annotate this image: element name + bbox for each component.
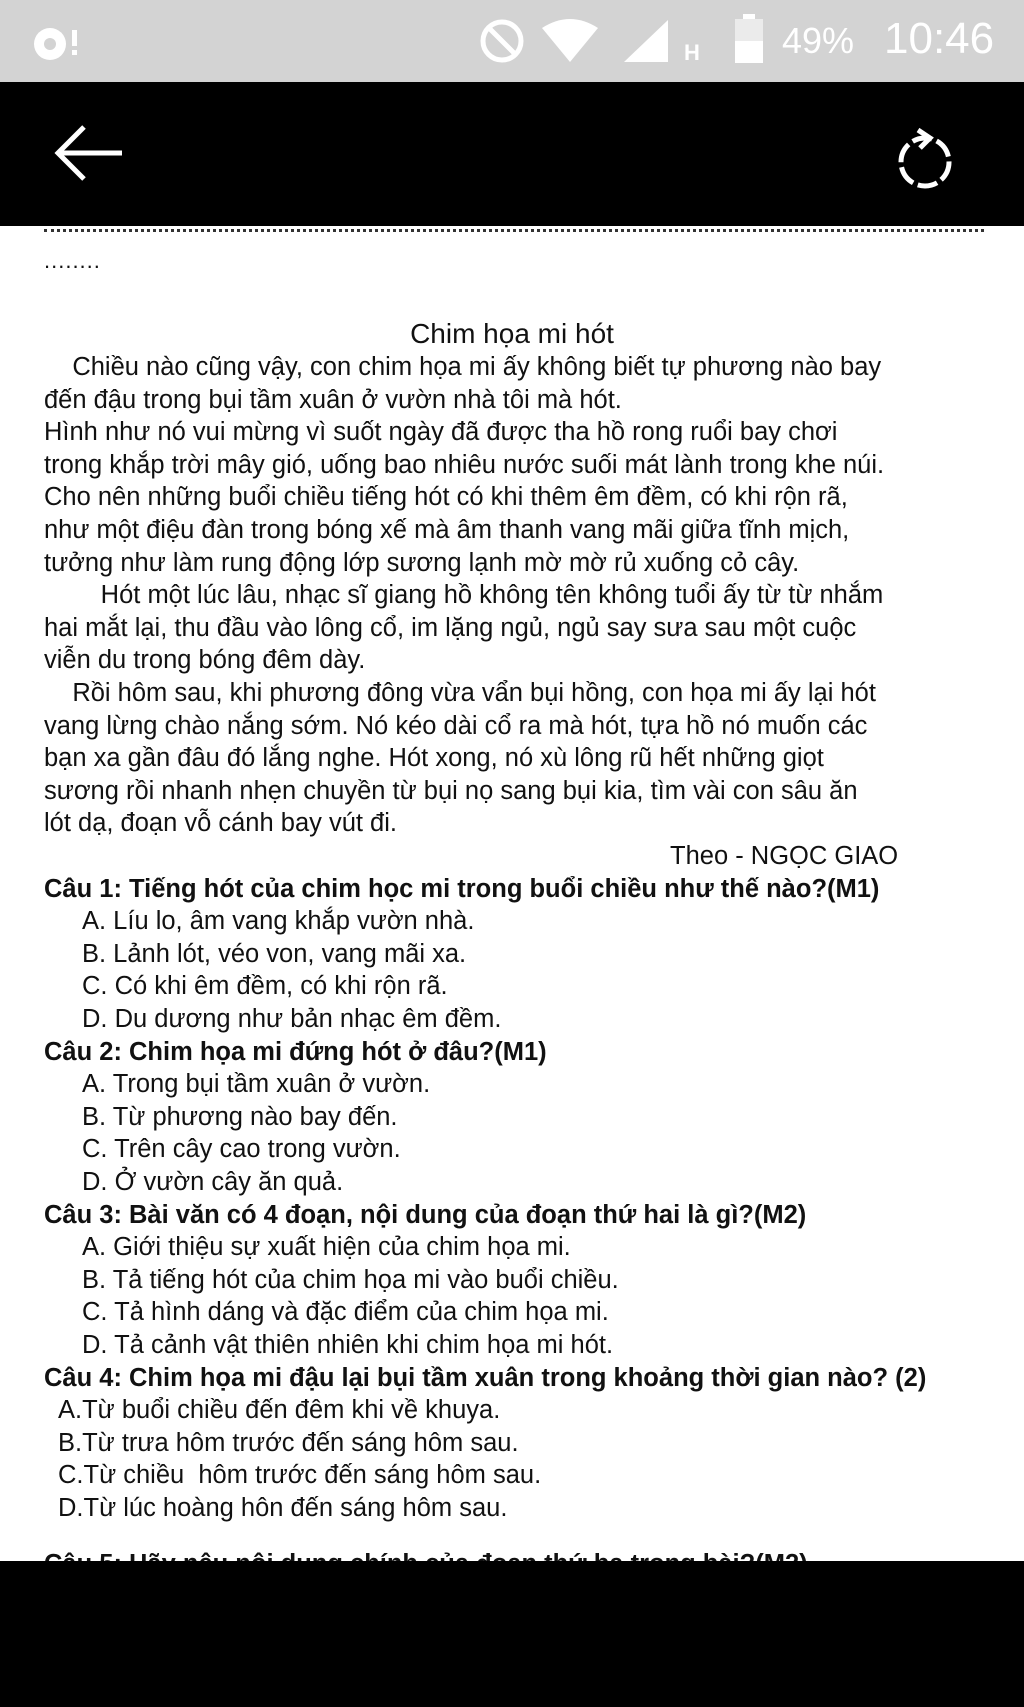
status-bar [0,0,1024,82]
passage-line: viễn du trong bóng đêm dày. [44,646,366,675]
passage-line: lót dạ, đoạn vỗ cánh bay vút đi. [44,809,397,838]
answer-option: B. Từ phương nào bay đến. [82,1102,398,1131]
app-notification-icon [30,18,82,66]
bottom-black-area [0,1561,1024,1707]
battery-icon [734,14,764,64]
app-bar [0,82,1024,226]
passage-line: như một điệu đàn trong bóng xế mà âm thanh vang mãi giữa tĩnh mịch, [44,516,850,544]
passage-line: Cho nên những buổi chiều tiếng hót có khi thêm êm đềm, có khi rộn rã, [44,483,848,512]
passage-line: tưởng như làm rung động lớp sương lạnh mờ mờ rủ xuống cỏ cây. [44,548,800,577]
answer-option: A. Líu lo, âm vang khắp vườn nhà. [82,907,475,936]
passage-line: sương rồi nhanh nhẹn chuyền từ bụi nọ sang bụi kia, tìm vài con sâu ăn [44,776,858,805]
passage-line: Hót một lúc lâu, nhạc sĩ giang hồ không tên không tuổi ấy từ từ nhắm [44,581,884,610]
answer-option: C. Có khi êm đềm, có khi rộn rã. [82,972,448,1001]
answer-option: A.Từ buổi chiều đến đêm khi về khuya. [58,1396,501,1425]
question-3: Câu 3: Bài văn có 4 đoạn, nội dung của đoạn thứ hai là gì?(M2) [44,1200,807,1229]
arrow-left-icon [58,127,122,179]
dots-leader: ........ [44,248,101,273]
dotted-divider [44,229,984,232]
answer-option: C. Tả hình dáng và đặc điểm của chim họa mi. [82,1298,609,1327]
answer-option: D. Tả cảnh vật thiên nhiên khi chim họa mi hót. [82,1331,614,1359]
cell-signal-icon [620,18,670,64]
question-1: Câu 1: Tiếng hót của chim học mi trong buổi chiều như thế nào?(M1) [44,874,880,903]
passage-line: Chiều nào cũng vậy, con chim họa mi ấy không biết tự phương nào bay [44,353,882,381]
answer-option: A. Trong bụi tầm xuân ở vườn. [82,1070,431,1099]
passage-line: trong khắp trời mây gió, uống bao nhiêu nước suối mát lành trong khe núi. [44,450,885,479]
answer-option: B. Tả tiếng hót của chim họa mi vào buổi chiều. [82,1265,619,1294]
battery-percentage: 49% [782,20,855,61]
document-page [0,226,1024,1561]
source-credit: Theo - NGỌC GIAO [670,842,899,870]
passage-line: đến đậu trong bụi tầm xuân ở vườn nhà tôi mà hót. [44,385,622,414]
answer-option: C. Trên cây cao trong vườn. [82,1135,401,1164]
passage-line: Rồi hôm sau, khi phương đông vừa vẩn bụi hồng, con họa mi ấy lại hót [44,679,876,707]
answer-option: D. Du dương như bản nhạc êm đềm. [82,1005,502,1033]
refresh-icon [901,130,949,186]
answer-option: C.Từ chiều hôm trước đến sáng hôm sau. [58,1461,542,1490]
doc-title: Chim họa mi hót [410,318,614,349]
answer-option: D.Từ lúc hoàng hôn đến sáng hôm sau. [58,1494,508,1522]
passage-line: vang lừng chào nắng sớm. Nó kéo dài cổ ra mà hót, tựa hồ nó muốn các [44,711,868,740]
passage-line: hai mắt lại, thu đầu vào lông cổ, im lặng ngủ, ngủ say sưa sau một cuộc [44,613,857,642]
answer-option: B.Từ trưa hôm trước đến sáng hôm sau. [58,1428,519,1457]
refresh-button[interactable] [890,124,960,194]
question-2: Câu 2: Chim họa mi đứng hót ở đâu?(M1) [44,1037,547,1066]
do-not-disturb-icon [478,17,526,65]
answer-option: B. Lảnh lót, véo von, vang mãi xa. [82,939,467,968]
wifi-icon [540,18,600,64]
back-button[interactable] [50,118,130,188]
answer-option: D. Ở vườn cây ăn quả. [82,1168,344,1196]
passage-line: bạn xa gần đâu đó lắng nghe. Hót xong, nó xù lông rũ hết những giọt [44,744,824,773]
network-type-label: H [684,40,700,65]
question-4: Câu 4: Chim họa mi đậu lại bụi tầm xuân trong khoảng thời gian nào? (2) [44,1363,927,1392]
status-time: 10:46 [884,14,995,63]
passage-line: Hình như nó vui mừng vì suốt ngày đã được tha hồ rong ruổi bay chơi [44,418,838,447]
answer-option: A. Giới thiệu sự xuất hiện của chim họa mi. [82,1233,571,1262]
